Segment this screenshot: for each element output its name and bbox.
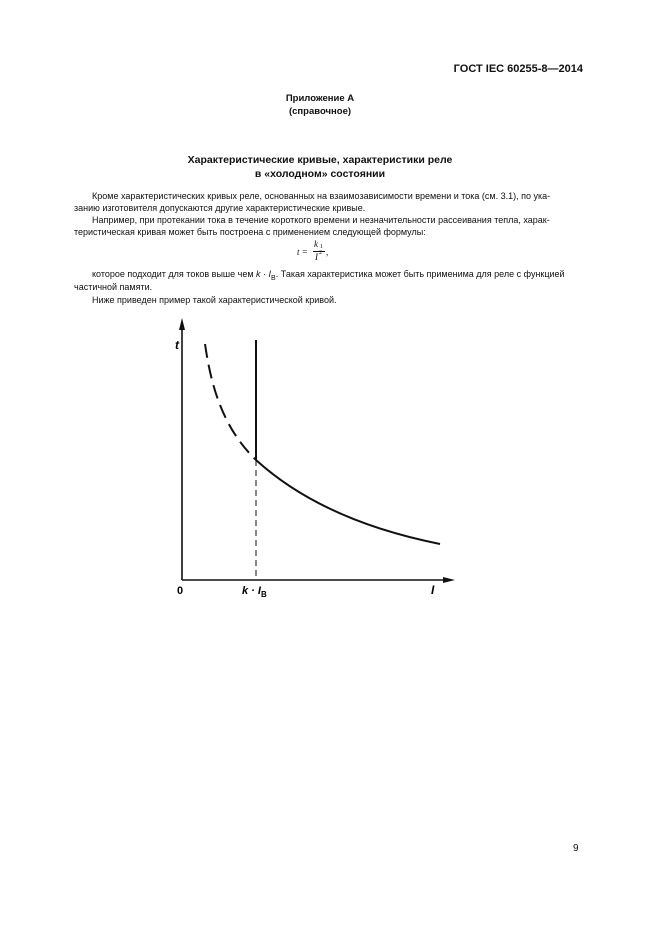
formula-denominator-superscript: 2 <box>319 250 322 256</box>
x-axis-label: I <box>431 583 435 597</box>
paragraph-4: Ниже приведен пример такой характеристической кривой. <box>92 295 337 305</box>
y-axis-arrow <box>179 318 185 330</box>
curve-solid-segment <box>256 460 440 544</box>
x-tick-label-subscript: B <box>260 590 267 599</box>
page-number: 9 <box>573 843 579 854</box>
paragraph-1-line2: занию изготовителя допускаются другие характеристические кривые. <box>74 203 366 213</box>
section-title-line1: Характеристические кривые, характеристики реле <box>187 154 453 166</box>
paragraph-3-subscript: B <box>271 274 276 282</box>
curve-dashed-segment <box>205 344 256 460</box>
formula-numerator: k <box>314 239 318 249</box>
paragraph-3-k: k <box>256 269 261 279</box>
paragraph-1-line1: Кроме характеристических кривых реле, основанных на взаимозависимости времени и тока (см. 3.1), по ука- <box>92 191 551 201</box>
paragraph-3-line2: частичной памяти. <box>74 282 153 292</box>
formula-lhs: t = <box>297 247 308 257</box>
paragraph-2-line1: Например, при протекании тока в течение короткого времени и незначительности рассеивания тепла, харак- <box>92 215 550 225</box>
paragraph-2-line2: теристическая кривая может быть построена с применением следующей формулы: <box>74 227 426 237</box>
section-title-line2: в «холодном» состоянии <box>254 168 386 180</box>
origin-label: 0 <box>177 585 184 597</box>
x-tick-label <box>242 585 267 599</box>
y-axis-label: t <box>175 338 179 352</box>
document-code: ГОСТ IEC 60255-8—2014 <box>453 63 583 75</box>
paragraph-3-I: I <box>268 269 272 279</box>
formula-denominator: I <box>315 252 318 262</box>
x-tick-label-I: I <box>257 585 261 597</box>
paragraph-3-dot: · <box>260 269 269 279</box>
formula-numerator-subscript: 1 <box>320 244 323 250</box>
x-tick-label-k: k · <box>242 585 258 597</box>
x-axis-arrow <box>443 577 455 583</box>
annex-subtitle: (справочное) <box>288 106 352 117</box>
paragraph-3-start: которое подходит для токов выше чем <box>92 269 257 279</box>
paragraph-3-end: . Такая характеристика может быть применима для реле с функцией <box>275 269 565 279</box>
formula-trailing-comma: , <box>326 247 329 257</box>
annex-title: Приложение А <box>285 93 355 104</box>
